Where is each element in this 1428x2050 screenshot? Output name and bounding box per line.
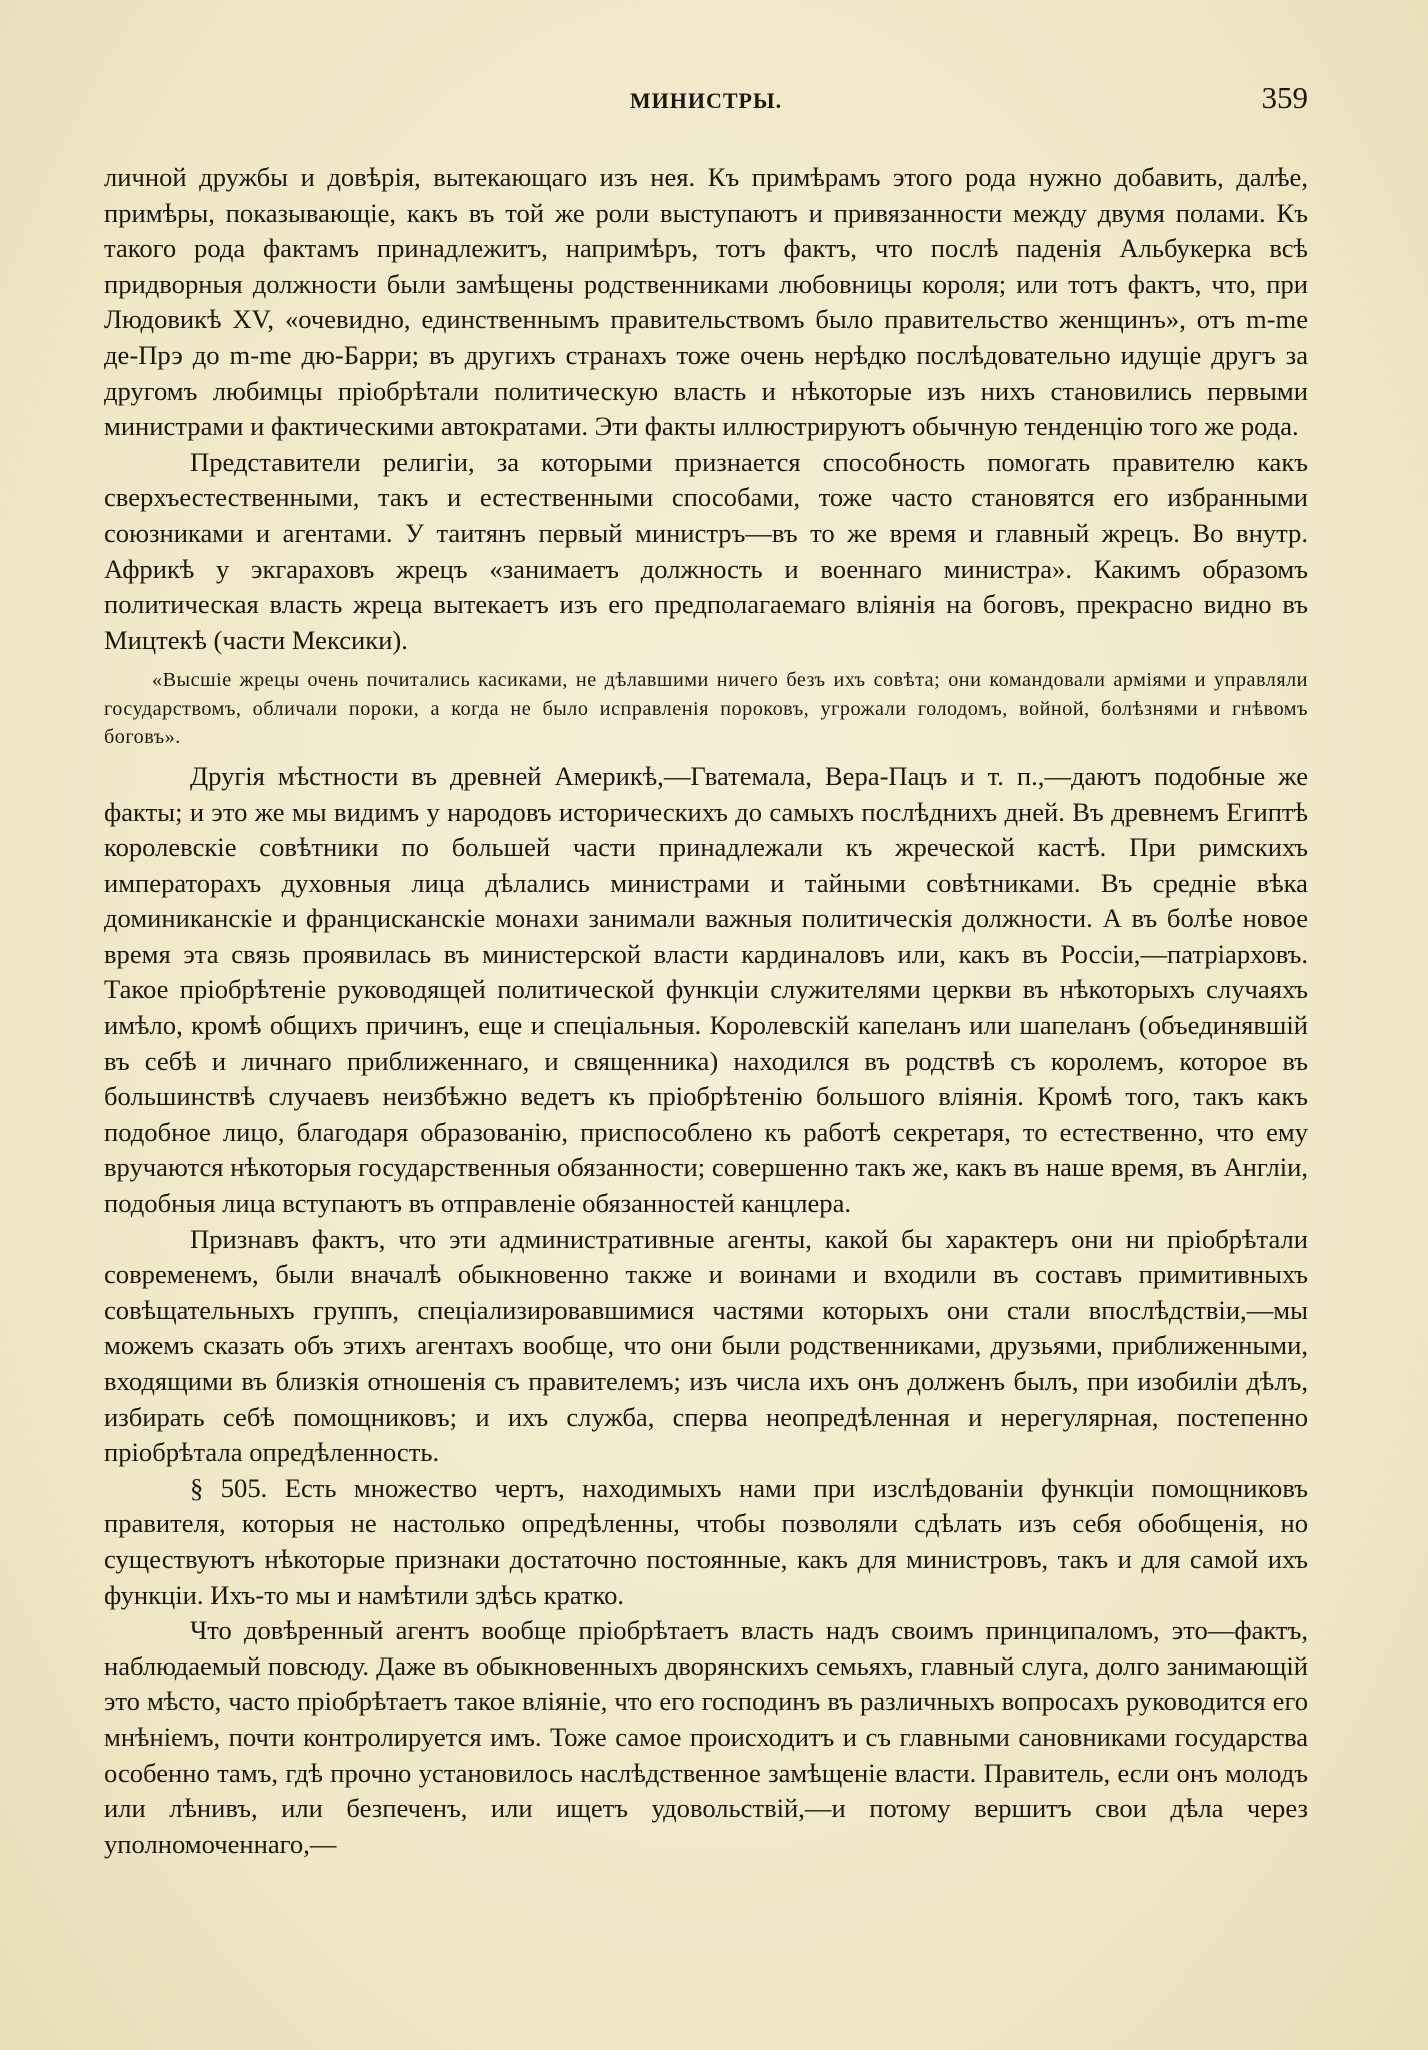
paragraph-administrative-agents: Признавъ фактъ, что эти административные агенты, какой бы характеръ они ни пріобрѣтали современемъ, были вначалѣ обыкновенно также и воинами и входили въ составъ примитивныхъ совѣщательныхъ группъ, спеціализировавшимися частями которыхъ они стали впослѣдствіи,—мы можемъ сказать объ этихъ агентахъ вообще, что они были родственниками, друзьями, приближенными, входящими въ близкія отношенія съ правителемъ; изъ числа ихъ онъ долженъ былъ, при изобиліи дѣлъ, избирать себѣ помощниковъ; и ихъ служба, сперва неопредѣленная и нерегулярная, постепенно пріобрѣтала опредѣленность. bbox=[104, 1223, 1308, 1468]
paragraph-other-regions: Другія мѣстности въ древней Америкѣ,—Гватемала, Вера-Пацъ и т. п.,—даютъ подобные же факты; и это же мы видимъ у народовъ историческихъ до самыхъ послѣднихъ дней. Въ древнемъ Египтѣ королевскіе совѣтники по большей части принадлежали къ жреческой кастѣ. При римскихъ императорахъ духовныя лица дѣлались министрами и тайными совѣтниками. Въ средніе вѣка доминиканскіе и францисканскіе монахи занимали важныя политическія должности. А въ болѣе новое время эта связь проявилась въ министерской власти кардиналовъ или, какъ въ Россіи,—патріарховъ. Такое пріобрѣтеніе руководящей политической функціи служителями церкви въ нѣкоторыхъ случаяхъ имѣло, кромѣ общихъ причинъ, еще и спеціальныя. Королевскій капеланъ или шапеланъ (объединявшій въ себѣ и личнаго приближеннаго, и священника) находился въ родствѣ съ королемъ, которое въ большинствѣ случаевъ неизбѣжно ведетъ къ пріобрѣтенію большого вліянія. Кромѣ того, такъ какъ подобное лицо, благодаря образованію, приспособлено къ работѣ секретаря, то естественно, что ему вручаются нѣкоторыя государственныя обязанности; совершенно такъ же, какъ въ наше время, въ Англіи, подобныя лица вступаютъ въ отправленіе обязанностей канцлера. bbox=[104, 760, 1308, 1219]
paragraph-section-505: § 505. Есть множество чертъ, находимыхъ нами при изслѣдованіи функціи помощниковъ правителя, которыя не настолько опредѣленны, чтобы позволяли сдѣлать изъ себя обобщенія, но существуютъ нѣкоторые признаки достаточно постоянные, какъ для министровъ, такъ и для самой ихъ функціи. Ихъ-то мы и намѣтили здѣсь кратко. bbox=[104, 1472, 1308, 1610]
paragraph-religion: Представители религіи, за которыми признается способность помогать правителю какъ сверхъестественными, такъ и естественными способами, тоже часто становятся его избранными союзниками и агентами. У таитянъ первый министръ—въ то же время и главный жрецъ. Во внутр. Африкѣ у экгараховъ жрецъ «занимаетъ должность и военнаго министра». Какимъ образомъ политическая власть жреца вытекаетъ изъ его предполагаемаго вліянія на боговъ, прекрасно видно въ Мицтекѣ (части Мексики). bbox=[104, 446, 1308, 655]
paragraph-continuation: личной дружбы и довѣрія, вытекающаго изъ нея. Къ примѣрамъ этого рода нужно добавить, далѣе, примѣры, показывающіе, какъ въ той же роли выступаютъ и привязанности между двумя полами. Къ такого рода фактамъ принадлежитъ, напримѣръ, тотъ фактъ, что послѣ паденія Альбукерка всѣ придворныя должности были замѣщены родственниками любовницы короля; или тотъ фактъ, что, при Людовикѣ XV, «очевидно, единственнымъ правительствомъ было правительство женщинъ», отъ m-me де-Прэ до m-me дю-Барри; въ другихъ странахъ тоже очень нерѣдко послѣдовательно идущіе другъ за другомъ любимцы пріобрѣтали политическую власть и нѣкоторые изъ нихъ становились первыми министрами и фактическими автократами. Эти факты иллюстрируютъ обычную тенденцію того же рода. bbox=[104, 162, 1308, 442]
running-title: МИНИСТРЫ. bbox=[629, 88, 783, 113]
body-text bbox=[104, 160, 1308, 1862]
page-number: 359 bbox=[1261, 80, 1308, 115]
block-quote: «Высшіе жрецы очень почитались касиками, не дѣлавшими ничего безъ ихъ совѣта; они командовали арміями и управляли государствомъ, обличали пороки, а когда не было исправленія пороковъ, угрожали голодомъ, войной, болѣзнями и гнѣвомъ боговъ». bbox=[104, 669, 1308, 748]
paragraph-trusted-agent: Что довѣренный агентъ вообще пріобрѣтаетъ власть надъ своимъ принципаломъ, это—фактъ, наблюдаемый повсюду. Даже въ обыкновенныхъ дворянскихъ семьяхъ, главный слуга, долго занимающій это мѣсто, часто пріобрѣтаетъ такое вліяніе, что его господинъ въ различныхъ вопросахъ руководится его мнѣніемъ, почти контролируется имъ. Тоже самое происходитъ и съ главными сановниками государства особенно тамъ, гдѣ прочно установилось наслѣдственное замѣщеніе власти. Правитель, если онъ молодъ или лѣнивъ, или безпеченъ, или ищетъ удовольствій,—и потому вершитъ свои дѣла через уполномоченнаго,— bbox=[104, 1615, 1308, 1859]
page-header bbox=[104, 80, 1308, 128]
